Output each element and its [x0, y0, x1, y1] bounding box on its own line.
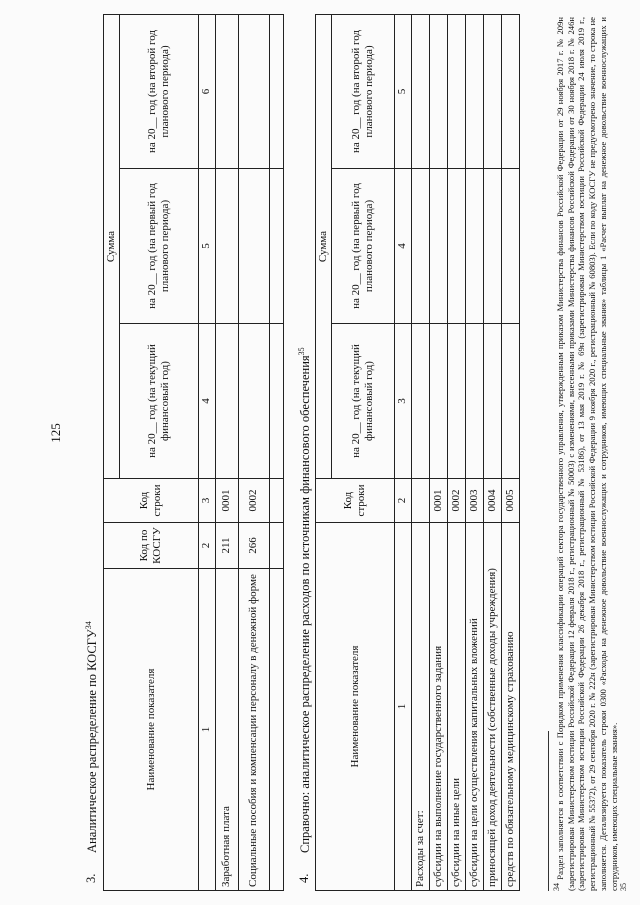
value-cell	[411, 324, 429, 479]
funding-sources-table	[315, 14, 520, 891]
table-row	[238, 15, 269, 891]
header-sum: Сумма	[316, 15, 332, 479]
header-first-plan-year: на 20__ год (на первый год планового периода)	[331, 169, 394, 324]
row-name: субсидии на цели осуществления капитальных вложений	[465, 523, 483, 891]
section-4-title	[297, 347, 313, 853]
header-first-plan-year: на 20__ год (на первый год планового периода)	[119, 169, 198, 324]
section-3-footnote-mark: 34	[84, 621, 93, 630]
row-code: 0001	[215, 479, 238, 523]
footnote-mark: 34	[552, 883, 561, 891]
table-row	[447, 15, 465, 891]
value-cell	[215, 15, 238, 169]
value-cell	[447, 15, 465, 169]
value-cell	[465, 15, 483, 169]
header-second-plan-year: на 20__ год (на второй год планового периода)	[331, 15, 394, 169]
row-name: средств по обязательному медицинскому страхованию	[501, 523, 519, 891]
table-row	[411, 15, 429, 891]
kosgu-distribution-table	[103, 14, 284, 891]
row-code: 0002	[447, 479, 465, 523]
index-cell: 3	[198, 479, 215, 523]
value-cell	[483, 15, 501, 169]
value-cell	[429, 169, 447, 324]
value-cell	[501, 169, 519, 324]
header-second-plan-year: на 20__ год (на второй год планового периода)	[119, 15, 198, 169]
page-number: 125	[48, 423, 63, 443]
footnotes	[552, 17, 633, 891]
footnote-mark: 35	[619, 883, 629, 891]
table-row	[483, 15, 501, 891]
table-header-row	[316, 15, 332, 891]
row-name: Социальные пособия и компенсации персоналу в денежной форме	[238, 569, 269, 891]
value-cell	[447, 324, 465, 479]
header-kosgu: Код по КОСГУ	[104, 523, 199, 569]
table-row	[429, 15, 447, 891]
value-cell	[501, 15, 519, 169]
section-3-title	[84, 621, 100, 853]
section-4-title-text: Справочно: аналитическое распределение расходов по источникам финансового обеспечения	[298, 355, 313, 853]
column-index-row	[394, 15, 411, 891]
section-4-footnote-mark: 35	[297, 347, 306, 356]
footnote-text: Раздел заполняется в соответствии с Порядком применения классификации операций сектора государственного управления, утвержденным приказом Министерства финансов Российской Федерации от 29 ноября 2017 г. № 209н (зарегистрирован Министерством юстиции Российской Федерации 12 февраля 2018 г., регистрационный № 50003) с изменениями, внесенными приказами Министерства финансов Российской Федерации от 30 ноября 2018 г. № 246н (зарегистрирован Министерством юстиции Российской Федерации 26 декабря 2018 г., регистрационный № 53186), от 13 мая 2019 г. № 69н (зарегистрирован Министерством юстиции Российской Федерации 24 июля 2019 г., регистрационный № 55372), от 29 сентября 2020 г. № 222н (зарегистрирован Министерством юстиции Российской Федерации 9 ноября 2020 г., регистрационный № 60803). Если по коду КОСГУ не предусмотрено значение, то строка не заполняется. Детализируется показатель строки 0300 «Расходы на денежное довольствие военнослужащих и сотрудников, имеющих специальные звания» таблицы 1 «Расчет выплат на денежное довольствие военнослужащих и сотрудников, имеющих специальные звания».	[554, 17, 619, 891]
row-code: 0003	[465, 479, 483, 523]
index-cell: 5	[394, 15, 411, 169]
header-code: Код строки	[104, 479, 199, 523]
column-index-row	[198, 15, 215, 891]
row-name: Заработная плата	[215, 569, 238, 891]
footnote-divider	[548, 731, 549, 891]
header-current-year: на 20__ год (на текущий финансовый год)	[119, 324, 198, 479]
header-sum: Сумма	[104, 15, 120, 479]
row-name: субсидии на иные цели	[447, 523, 465, 891]
row-kosgu: 211	[215, 523, 238, 569]
row-code: 0001	[429, 479, 447, 523]
header-code: Код строки	[316, 479, 395, 523]
table-row	[501, 15, 519, 891]
value-cell	[429, 15, 447, 169]
value-cell	[215, 324, 238, 479]
row-code: 0004	[483, 479, 501, 523]
index-cell: 4	[198, 324, 215, 479]
header-current-year: на 20__ год (на текущий финансовый год)	[331, 324, 394, 479]
value-cell	[465, 169, 483, 324]
row-name: Расходы за счет:	[411, 523, 429, 891]
value-cell	[238, 15, 269, 169]
header-name: Наименование показателя	[316, 523, 395, 891]
value-cell	[215, 169, 238, 324]
index-cell: 2	[394, 479, 411, 523]
value-cell	[483, 169, 501, 324]
row-code	[411, 479, 429, 523]
value-cell	[447, 169, 465, 324]
value-cell	[429, 324, 447, 479]
index-cell: 5	[198, 169, 215, 324]
row-code: 0002	[238, 479, 269, 523]
index-cell: 4	[394, 169, 411, 324]
table-row	[215, 15, 238, 891]
value-cell	[465, 324, 483, 479]
index-cell: 1	[198, 569, 215, 891]
index-cell: 2	[198, 523, 215, 569]
table-row	[465, 15, 483, 891]
value-cell	[238, 324, 269, 479]
value-cell	[411, 169, 429, 324]
index-cell: 6	[198, 15, 215, 169]
section-3-number: 3.	[84, 873, 98, 883]
value-cell	[501, 324, 519, 479]
row-name: субсидии на выполнение государственного задания	[429, 523, 447, 891]
index-cell: 1	[394, 523, 411, 891]
value-cell	[411, 15, 429, 169]
row-code: 0005	[501, 479, 519, 523]
footnote-34	[552, 17, 619, 891]
index-cell: 3	[394, 324, 411, 479]
value-cell	[483, 324, 501, 479]
table-blank-row	[269, 15, 283, 891]
header-name: Наименование показателя	[104, 569, 199, 891]
table-header-row	[104, 15, 120, 891]
section-3-title-text: Аналитическое распределение по КОСГУ	[85, 629, 100, 853]
row-name: приносящей доход деятельности (собственные доходы учреждения)	[483, 523, 501, 891]
row-kosgu: 266	[238, 523, 269, 569]
section-4-number: 4.	[297, 873, 311, 883]
value-cell	[238, 169, 269, 324]
footnote-35	[619, 17, 633, 891]
